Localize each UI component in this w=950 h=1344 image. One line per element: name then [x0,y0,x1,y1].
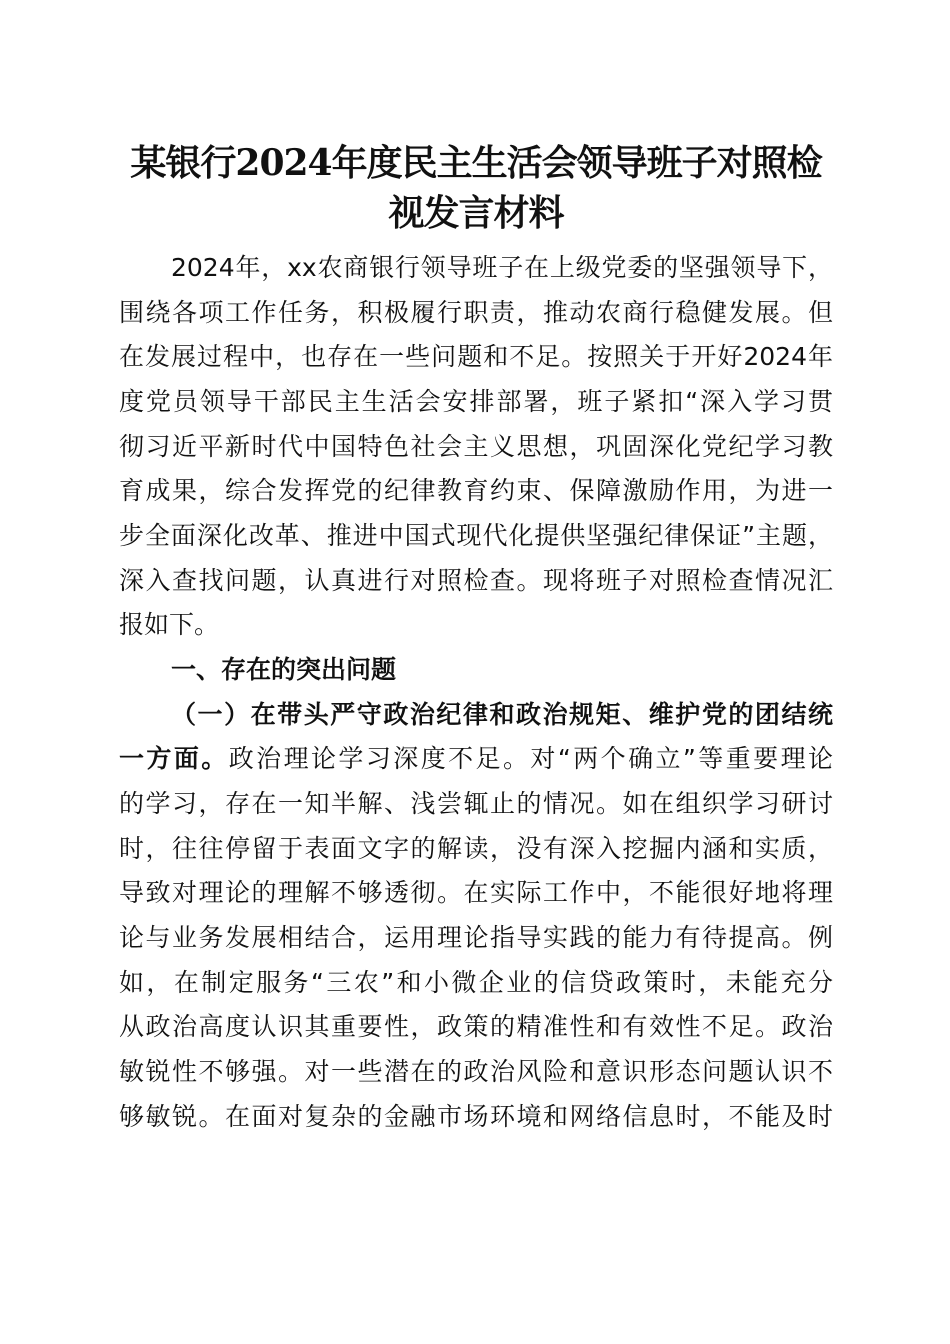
intro-line-3: 在发展过程中，也存在一些问题和不足。按照关于开好2024年 [119,342,833,371]
intro-line-8: 深入查找问题，认真进行对照检查。现将班子对照检查情况汇 [119,566,833,595]
intro-line-5: 彻习近平新时代中国特色社会主义思想，巩固深化党纪学习教 [119,432,833,461]
subsection-1-line-9: 敏锐性不够强。对一些潜在的政治风险和意识形态问题认识不 [119,1057,833,1086]
subsection-1-heading: （一）在带头严守政治纪律和政治规矩、维护党的团结统 [171,700,833,729]
title-line-2: 视发言材料 [388,192,564,234]
document-title [119,138,833,238]
subsection-1-line-3: 的学习，存在一知半解、浅尝辄止的情况。如在组织学习研讨 [119,789,833,818]
subsection-1-line-4: 时，往往停留于表面文字的解读，没有深入挖掘内涵和实质， [119,834,833,863]
subsection-1-line-5: 导致对理论的理解不够透彻。在实际工作中，不能很好地将理 [119,878,833,907]
intro-line-7: 步全面深化改革、推进中国式现代化提供坚强纪律保证”主题， [119,521,833,550]
subsection-1-heading-end: 一方面。 [119,744,229,773]
intro-line-1: 2024年，xx农商银行领导班子在上级党委的坚强领导下， [171,253,833,282]
subsection-1-line-8: 从政治高度认识其重要性，政策的精准性和有效性不足。政治 [119,1012,833,1041]
subsection-1-line-6: 论与业务发展相结合，运用理论指导实践的能力有待提高。例 [119,923,833,952]
subsection-1-line-7: 如，在制定服务“三农”和小微企业的信贷政策时，未能充分 [119,968,833,997]
intro-line-2: 围绕各项工作任务，积极履行职责，推动农商行稳健发展。但 [119,298,833,327]
subsection-1-line-2-text: 政治理论学习深度不足。对“两个确立”等重要理论 [228,744,833,773]
section-heading-problems: 一、存在的突出问题 [171,655,397,684]
subsection-1-line-10: 够敏锐。在面对复杂的金融市场环境和网络信息时，不能及时 [119,1102,833,1131]
intro-line-9: 报如下。 [119,610,220,639]
intro-line-6: 育成果，综合发挥党的纪律教育约束、保障激励作用，为进一 [119,476,833,505]
subsection-1-line-2 [119,743,833,775]
title-line-1: 某银行2024年度民主生活会领导班子对照检 [130,142,822,184]
intro-line-4: 度党员领导干部民主生活会安排部署，班子紧扣“深入学习贯 [119,387,833,416]
